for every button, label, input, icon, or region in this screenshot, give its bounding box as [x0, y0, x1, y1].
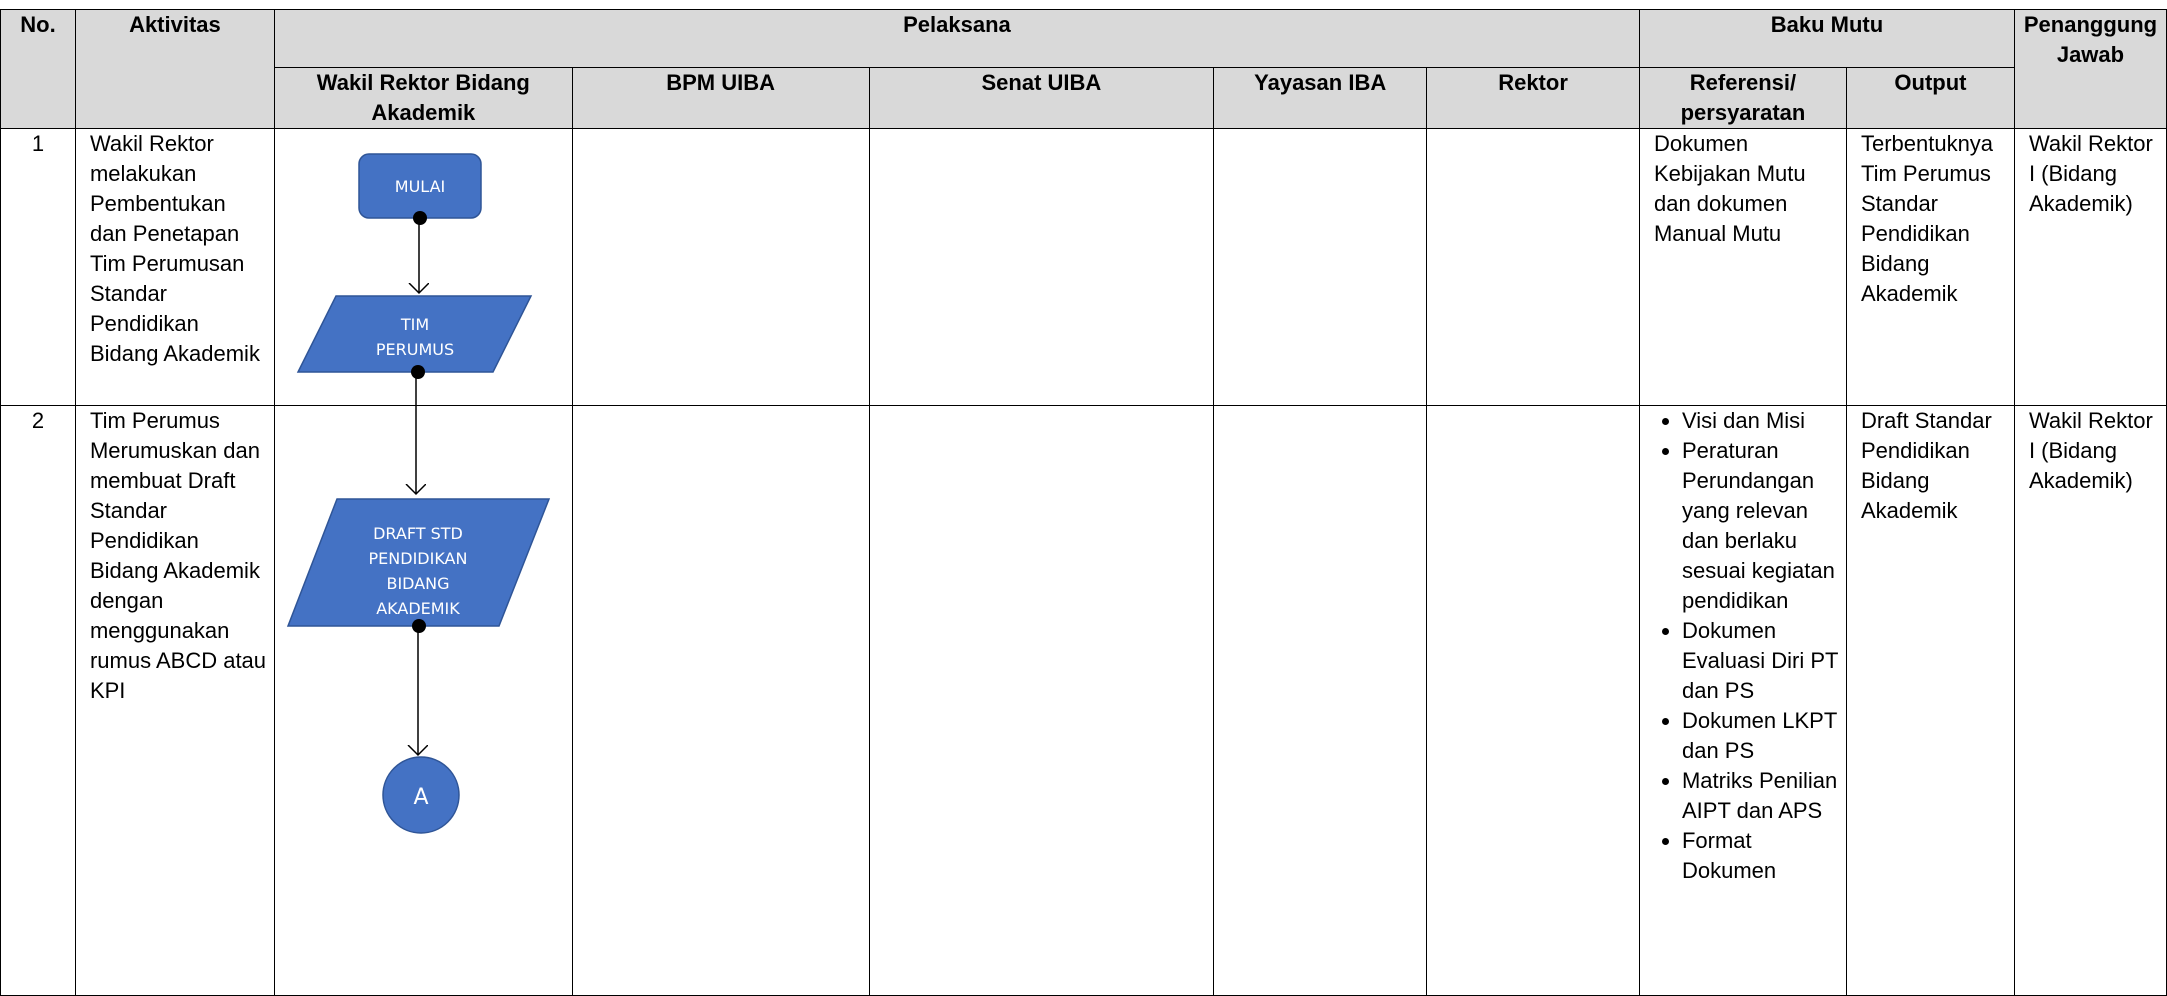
- flow-dot-1: [413, 211, 427, 225]
- header-rektor: Rektor: [1427, 68, 1640, 129]
- row-number: 2: [1, 406, 76, 996]
- header-aktivitas: Aktivitas: [75, 10, 274, 129]
- yayasan-cell: [1214, 129, 1427, 406]
- header-yayasan: Yayasan IBA: [1214, 68, 1427, 129]
- data-shape-tim-perumus: [298, 296, 531, 372]
- referensi-text: Dokumen Kebijakan Mutu dan dokumen Manual Mutu: [1653, 131, 1806, 246]
- rektor-cell: [1427, 129, 1640, 406]
- flow-dot-3: [412, 619, 426, 633]
- header-pelaksana: Pelaksana: [274, 10, 1639, 68]
- bpm-cell: [572, 129, 869, 406]
- penanggung-jawab-cell: [2014, 406, 2166, 996]
- output-cell: [1846, 406, 2014, 996]
- list-item: • Dokumen Evaluasi Diri PT dan PS: [1682, 616, 1846, 706]
- header-row-2: [1, 68, 2167, 129]
- flowchart: [275, 129, 573, 829]
- data-shape-draft-line3: BIDANG: [386, 574, 450, 593]
- row-number: 1: [1, 129, 76, 406]
- aktivitas-cell: [75, 129, 274, 406]
- header-senat: Senat UIBA: [869, 68, 1214, 129]
- list-item: • Format Dokumen: [1682, 826, 1846, 886]
- header-output: Output: [1846, 68, 2014, 129]
- output-text: Draft Standar Pendidikan Bidang Akademik: [1860, 408, 1992, 523]
- data-shape-draft-line4: AKADEMIK: [376, 599, 460, 618]
- data-shape-draft-line1: DRAFT STD: [373, 524, 463, 543]
- referensi-cell: [1639, 406, 1846, 996]
- list-item: • Matriks Penilian AIPT dan APS: [1682, 766, 1846, 826]
- penanggung-jawab-text: Wakil Rektor I (Bidang Akademik): [2028, 408, 2153, 493]
- penanggung-jawab-text: Wakil Rektor I (Bidang Akademik): [2028, 131, 2153, 216]
- flow-cell-wakil-rektor: [274, 129, 572, 810]
- flow-dot-2: [411, 365, 425, 379]
- list-item: • Peraturan Perundangan yang relevan dan berlaku sesuai kegiatan pendidikan: [1682, 436, 1846, 616]
- penanggung-jawab-cell: [2014, 129, 2166, 406]
- rektor-cell: [1427, 406, 1640, 996]
- output-text: Terbentuknya Tim Perumus Standar Pendidikan Bidang Akademik: [1860, 131, 1994, 306]
- list-item: • Dokumen LKPT dan PS: [1682, 706, 1846, 766]
- aktivitas-cell: [75, 406, 274, 996]
- data-shape-draft-line2: PENDIDIKAN: [368, 549, 468, 568]
- referensi-list: [1640, 406, 1846, 886]
- senat-cell: [869, 129, 1214, 406]
- header-wakil-rektor: Wakil Rektor Bidang Akademik: [274, 68, 572, 129]
- aktivitas-text: Wakil Rektor melakukan Pembentukan dan Penetapan Tim Perumusan Standar Pendidikan Bidang Akademik: [89, 131, 260, 366]
- yayasan-cell: [1214, 406, 1427, 996]
- connector-label: A: [413, 785, 429, 810]
- data-shape-tim-perumus-line1: TIM: [400, 315, 430, 334]
- referensi-cell: [1639, 129, 1846, 406]
- data-shape-tim-perumus-line2: PERUMUS: [375, 340, 455, 359]
- output-cell: [1846, 129, 2014, 406]
- header-bpm: BPM UIBA: [572, 68, 869, 129]
- header-penanggung-jawab: Penanggung Jawab: [2014, 10, 2166, 129]
- senat-cell: [869, 406, 1214, 996]
- header-row-1: [1, 10, 2167, 68]
- header-baku-mutu: Baku Mutu: [1639, 10, 2014, 68]
- aktivitas-text: Tim Perumus Merumuskan dan membuat Draft Standar Pendidikan Bidang Akademik dengan menggunakan rumus ABCD atau KPI: [89, 408, 267, 703]
- header-no: No.: [1, 10, 76, 129]
- start-label: MULAI: [394, 177, 446, 196]
- table-row: [1, 129, 2167, 406]
- bpm-cell: [572, 406, 869, 996]
- sop-table: [0, 9, 2167, 996]
- header-referensi: Referensi/ persyaratan: [1639, 68, 1846, 129]
- list-item: • Visi dan Misi: [1682, 406, 1846, 436]
